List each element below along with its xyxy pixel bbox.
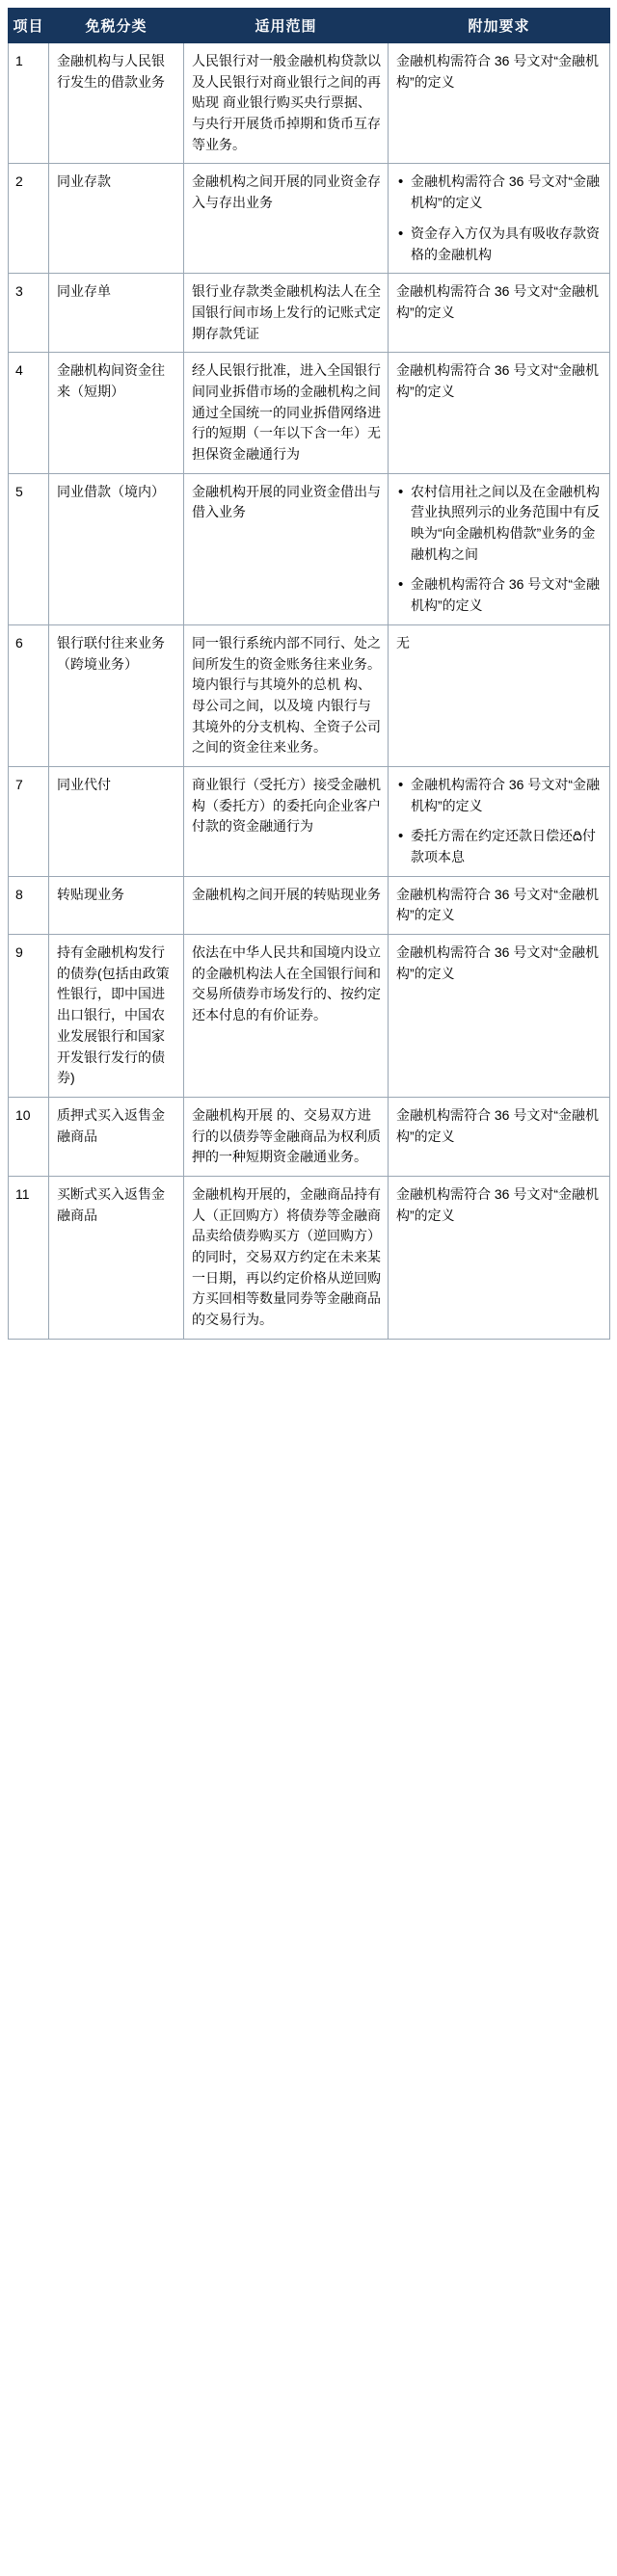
table-header — [9, 9, 610, 43]
row-category: 持有金融机构发行的债券(包括由政策性银行，即中国进出口银行，中国农业发展银行和国家开发银行发行的债券) — [49, 935, 184, 1098]
requirement-item: 金融机构需符合 36 号文对“金融机 构”的定义 — [396, 1185, 600, 1223]
table-row — [9, 935, 610, 1098]
requirement-item: 金融机构需符合 36 号文对“金融机 构”的定义 — [396, 1106, 600, 1144]
table-row — [9, 164, 610, 274]
row-requirements — [389, 624, 610, 766]
requirement-item: 无 — [396, 634, 410, 651]
row-category: 同业借款（境内） — [49, 473, 184, 624]
requirement-item: • 农村信用社之间以及在金融机构营业执照列示的业务范围中有反映为“向金融机构借款”业务的金融机构之间 — [411, 482, 603, 566]
row-requirements — [389, 473, 610, 624]
row-requirements — [389, 935, 610, 1098]
requirement-item: • 委托方需在约定还款日偿还ది付款项本息 — [411, 826, 603, 867]
table-row — [9, 624, 610, 766]
requirement-item: • 金融机构需符合 36 号文对“金融机构”的定义 — [411, 172, 603, 213]
requirement-list — [396, 775, 603, 868]
table-row — [9, 1176, 610, 1339]
row-number: 10 — [9, 1097, 49, 1176]
row-number: 8 — [9, 876, 49, 934]
row-category: 银行联付往来业务（跨境业务） — [49, 624, 184, 766]
row-requirements — [389, 876, 610, 934]
requirement-item: 金融机构需符合 36 号文对“金融机构”的定义 — [396, 53, 600, 90]
row-scope: 金融机构之间开展的同业资金存入与存出业务 — [184, 164, 389, 274]
header-row — [9, 9, 610, 43]
requirement-item: 金融机构需符合 36 号文对“金融机构”的定义 — [396, 362, 600, 399]
row-scope: 金融机构开展的同业资金借出与借入业务 — [184, 473, 389, 624]
tax-exemption-table — [8, 8, 610, 1340]
row-scope: 金融机构开展的，金融商品持有人（正回购方）将债券等金融商品卖给债券购买方（逆回购方）的同时，交易双方约定在未来某一日期，再以约定价格从逆回购方买回相等数量同券等金融商品的交易行为。 — [184, 1176, 389, 1339]
requirement-item: 金融机构需符合 36 号文对“金融机构”的定义 — [396, 283, 600, 320]
requirement-item: • 金融机构需符合 36 号文对“金融机构”的定义 — [411, 574, 603, 616]
table-row — [9, 1097, 610, 1176]
row-number: 1 — [9, 43, 49, 164]
row-scope: 商业银行（受托方）接受金融机构（委托方）的委托向企业客户付款的资金融通行为 — [184, 766, 389, 876]
row-scope: 同一银行系统内部不同行、处之间所发生的资金账务往来业务。境内银行与其境外的总机 构、母公司之间，以及境 内银行与其境外的分支机构、全资子公司之间的资金往来业务。 — [184, 624, 389, 766]
table-row — [9, 43, 610, 164]
row-category: 买断式买入返售金融商品 — [49, 1176, 184, 1339]
column-header-requirements: 附加要求 — [389, 9, 610, 43]
requirement-list — [396, 482, 603, 617]
row-requirements — [389, 766, 610, 876]
requirement-item: 金融机构需符合 36 号文对“金融机构”的定义 — [396, 944, 600, 981]
row-number: 3 — [9, 274, 49, 353]
row-requirements — [389, 1176, 610, 1339]
row-scope: 人民银行对一般金融机构贷款以及人民银行对商业银行之间的再贴现 商业银行购买央行票据、与央行开展货币掉期和货币互存等业务。 — [184, 43, 389, 164]
row-number: 11 — [9, 1176, 49, 1339]
requirement-item: • 资金存入方仅为具有吸收存款资格的金融机构 — [411, 224, 603, 265]
row-scope: 经人民银行批准，进入全国银行间同业拆借市场的金融机构之间通过全国统一的同业拆借网络进行的短期（一年以下含一年）无担保资金融通行为 — [184, 353, 389, 473]
row-requirements — [389, 353, 610, 473]
row-number: 9 — [9, 935, 49, 1098]
table-row — [9, 876, 610, 934]
row-category: 金融机构间资金往来（短期） — [49, 353, 184, 473]
row-requirements — [389, 274, 610, 353]
table-row — [9, 473, 610, 624]
row-requirements — [389, 1097, 610, 1176]
row-category: 金融机构与人民银行发生的借款业务 — [49, 43, 184, 164]
row-number: 5 — [9, 473, 49, 624]
row-number: 4 — [9, 353, 49, 473]
table-row — [9, 766, 610, 876]
row-number: 2 — [9, 164, 49, 274]
row-requirements — [389, 164, 610, 274]
requirement-item: 金融机构需符合 36 号文对“金融机 构”的定义 — [396, 886, 600, 923]
row-requirements — [389, 43, 610, 164]
row-scope: 依法在中华人民共和国境内设立的金融机构法人在全国银行间和交易所债券市场发行的、按约定还本付息的有价证券。 — [184, 935, 389, 1098]
row-number: 6 — [9, 624, 49, 766]
table-row — [9, 353, 610, 473]
row-scope: 银行业存款类金融机构法人在全国银行间市场上发行的记账式定期存款凭证 — [184, 274, 389, 353]
row-scope: 金融机构之间开展的转贴现业务 — [184, 876, 389, 934]
requirement-list — [396, 172, 603, 265]
row-category: 同业存单 — [49, 274, 184, 353]
row-category: 同业代付 — [49, 766, 184, 876]
row-category: 质押式买入返售金融商品 — [49, 1097, 184, 1176]
table-body — [9, 43, 610, 1340]
row-scope: 金融机构开展 的、交易双方进行的以债券等金融商品为权利质押的一种短期资金融通业务。 — [184, 1097, 389, 1176]
column-header-item: 项目 — [9, 9, 49, 43]
column-header-category: 免税分类 — [49, 9, 184, 43]
requirement-item: • 金融机构需符合 36 号文对“金融机构”的定义 — [411, 775, 603, 816]
row-number: 7 — [9, 766, 49, 876]
table-row — [9, 274, 610, 353]
row-category: 同业存款 — [49, 164, 184, 274]
row-category: 转贴现业务 — [49, 876, 184, 934]
column-header-scope: 适用范围 — [184, 9, 389, 43]
